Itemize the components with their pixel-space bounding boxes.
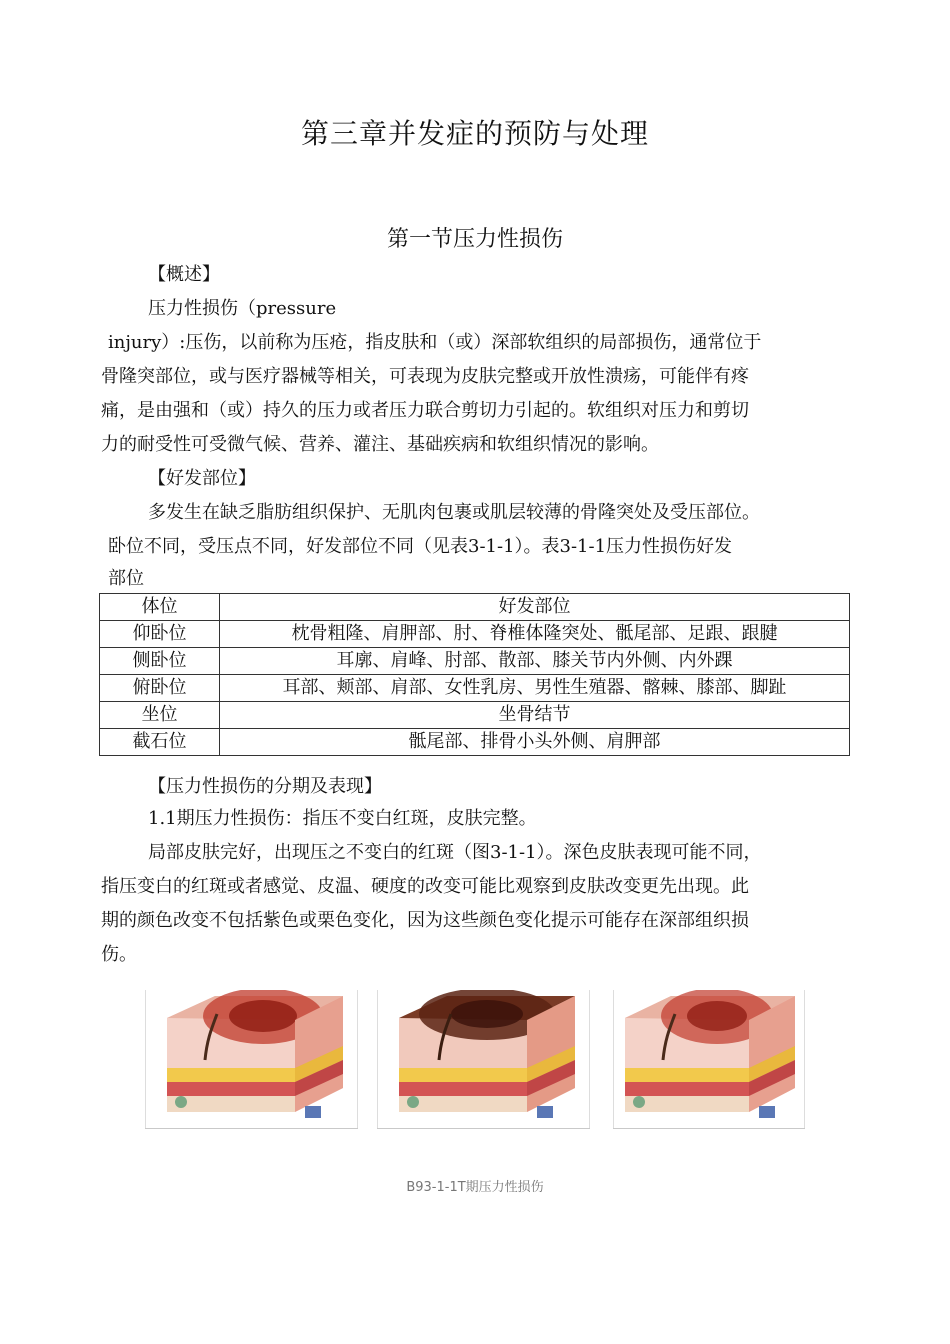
table-cell-position: 截石位 [100,729,220,756]
skin-cross-section-illustration [613,990,805,1129]
table-cell-position: 侧卧位 [100,648,220,675]
skin-cross-section-illustration [145,990,358,1129]
stage1-title: 1.1期压力性损伤：指压不变白红斑，皮肤完整。 [148,808,537,829]
chapter-title: 第三章并发症的预防与处理 [300,117,649,150]
sites-paragraph-line: 多发生在缺乏脂肪组织保护、无肌肉包裹或肌层较薄的骨隆突处及受压部位。 [148,502,760,523]
overview-heading: 【概述】 [148,264,220,285]
table-cell-sites: 骶尾部、排骨小头外侧、肩胛部 [220,729,850,756]
stage1-paragraph-line: 局部皮肤完好，出现压之不变白的红斑（图3-1-1）。深色皮肤表现可能不同， [148,842,762,863]
pressure-sites-table [99,593,850,756]
stage1-paragraph-line: 期的颜色改变不包括紫色或栗色变化，因为这些颜色变化提示可能存在深部组织损 [101,910,749,931]
table-row [100,648,850,675]
table-row [100,621,850,648]
table-row [100,702,850,729]
skin-block-icon [613,990,805,1128]
overview-paragraph-line: 骨隆突部位，或与医疗器械等相关，可表现为皮肤完整或开放性溃疡，可能伴有疼 [101,366,749,387]
skin-block-icon [145,990,358,1128]
overview-paragraph-line: 压力性损伤（pressure [148,298,337,319]
skin-cross-section-illustration [377,990,590,1129]
stage1-figure-row [145,990,805,1130]
overview-paragraph-line: injury）:压伤，以前称为压疮，指皮肤和（或）深部软组织的局部损伤，通常位于 [108,332,762,353]
sites-paragraph-line: 部位 [108,568,144,589]
table-cell-position: 坐位 [100,702,220,729]
table-row [100,675,850,702]
sites-paragraph-line: 卧位不同，受压点不同，好发部位不同（见表3-1-1）。表3-1-1压力性损伤好发 [108,536,733,557]
table-header-row [100,594,850,621]
table-header-cell: 好发部位 [220,594,850,621]
overview-paragraph-line: 力的耐受性可受微气候、营养、灌注、基础疾病和软组织情况的影响。 [101,434,659,455]
staging-heading: 【压力性损伤的分期及表现】 [148,776,382,797]
table-cell-sites: 枕骨粗隆、肩胛部、肘、脊椎体隆突处、骶尾部、足跟、跟腱 [220,621,850,648]
table-cell-sites: 坐骨结节 [220,702,850,729]
table-cell-sites: 耳部、颊部、肩部、女性乳房、男性生殖器、髂棘、膝部、脚趾 [220,675,850,702]
table-cell-position: 仰卧位 [100,621,220,648]
table-header-cell: 体位 [100,594,220,621]
sites-heading: 【好发部位】 [148,468,256,489]
skin-block-icon [377,990,590,1128]
overview-paragraph-line: 痛，是由强和（或）持久的压力或者压力联合剪切力引起的。软组织对压力和剪切 [101,400,749,421]
table-cell-position: 俯卧位 [100,675,220,702]
figure-caption: B93-1-1T期压力性损伤 [406,1180,544,1195]
section-title: 第一节压力性损伤 [386,227,563,252]
table-cell-sites: 耳廓、肩峰、肘部、散部、膝关节内外侧、内外踝 [220,648,850,675]
stage1-paragraph-line: 指压变白的红斑或者感觉、皮温、硬度的改变可能比观察到皮肤改变更先出现。此 [101,876,749,897]
table-row [100,729,850,756]
stage1-paragraph-line: 伤。 [101,944,137,965]
